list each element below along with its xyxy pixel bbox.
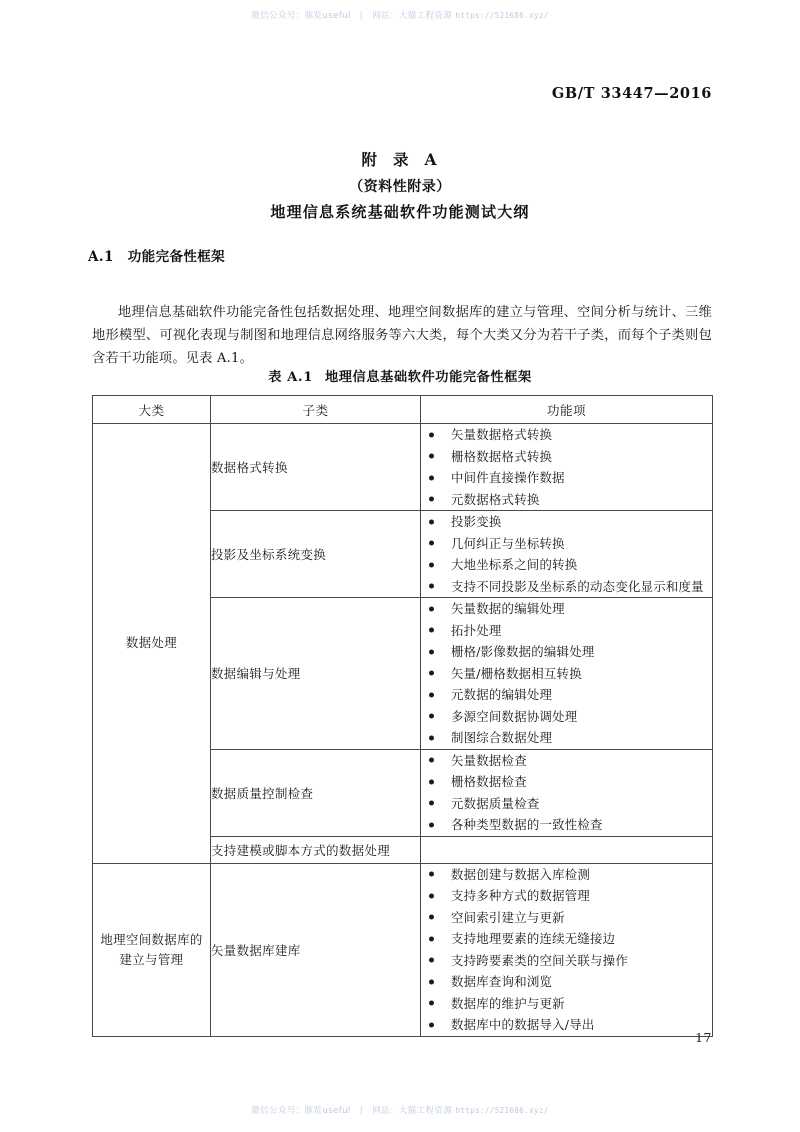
page-number: 17: [695, 1030, 712, 1045]
table-header-row: [93, 396, 713, 424]
bullet-icon: [429, 1001, 434, 1006]
bullet-icon: [429, 454, 434, 459]
annex-label-character-1: 附: [361, 150, 379, 169]
watermark-url: https://521686.xyz/: [455, 1106, 549, 1115]
list-item: [421, 1014, 712, 1036]
list-item: [421, 706, 712, 728]
bullet-icon: [429, 475, 434, 480]
function-item-list: [421, 864, 712, 1036]
table-caption-label: 表 A.1: [268, 370, 313, 385]
function-items-cell: [421, 511, 713, 598]
function-item-label: 矢量数据格式转换: [451, 427, 553, 442]
watermark-account: 微信公众号：豚览useful: [251, 11, 351, 21]
list-item: [421, 684, 712, 706]
bullet-icon: [429, 649, 434, 654]
function-item-label: 矢量数据检查: [451, 752, 527, 768]
function-item-label: 数据库中的数据导入/导出: [451, 1017, 595, 1032]
bullet-icon: [429, 872, 434, 877]
annex-type: （资料性附录）: [349, 179, 451, 195]
table-body: [93, 424, 713, 1037]
function-item-label: 矢量/栅格数据相互转换: [451, 665, 582, 681]
list-item: [421, 663, 712, 685]
bullet-icon: [429, 893, 434, 898]
bullet-icon: [429, 801, 434, 806]
table-caption: [0, 366, 800, 385]
major-category-line-1: 地理空间数据库的: [100, 931, 203, 947]
framework-table-container: [92, 395, 712, 1037]
bullet-icon: [429, 432, 434, 437]
list-item: [421, 641, 712, 663]
bullet-icon: [429, 628, 434, 633]
list-item: [421, 771, 712, 793]
watermark-url: https://521686.xyz/: [455, 11, 549, 20]
function-item-label: 支持地理要素的连续无缝接边: [451, 931, 616, 946]
function-item-label: 中间件直接操作数据: [451, 470, 565, 485]
bullet-icon: [429, 692, 434, 697]
list-item: [421, 950, 712, 972]
column-header-items: 功能项: [421, 396, 713, 424]
table-row: [93, 424, 713, 511]
bullet-icon: [429, 541, 434, 546]
function-item-label: 各种类型数据的一致性检查: [451, 817, 603, 832]
annex-title: [0, 148, 800, 170]
watermark-top: [0, 9, 800, 21]
sub-category-cell: 数据格式转换: [211, 424, 421, 511]
function-item-label: 投影变换: [451, 514, 502, 529]
function-item-list: [421, 598, 712, 749]
sub-category-cell: 数据质量控制检查: [211, 749, 421, 836]
annex-letter: A: [424, 150, 439, 169]
function-items-cell: [421, 598, 713, 750]
bullet-icon: [429, 1022, 434, 1027]
framework-table: [92, 395, 713, 1037]
function-item-label: 元数据格式转换: [451, 491, 540, 507]
function-item-label: 元数据的编辑处理: [451, 687, 553, 702]
function-item-label: 空间索引建立与更新: [451, 909, 565, 925]
function-item-list: [421, 511, 712, 597]
list-item: [421, 554, 712, 576]
function-items-cell: [421, 863, 713, 1036]
list-item: [421, 489, 712, 511]
function-item-label: 支持多种方式的数据管理: [451, 888, 591, 903]
list-item: [421, 598, 712, 620]
section-title: 功能完备性框架: [127, 249, 226, 265]
list-item: [421, 620, 712, 642]
bullet-icon: [429, 936, 434, 941]
list-item: [421, 467, 712, 489]
function-item-label: 元数据质量检查: [451, 795, 540, 811]
bullet-icon: [429, 822, 434, 827]
bullet-icon: [429, 671, 434, 676]
function-items-cell: [421, 424, 713, 511]
watermark-account: 微信公众号：豚览useful: [251, 1106, 351, 1116]
sub-category-cell: 投影及坐标系统变换: [211, 511, 421, 598]
standard-number-header: GB/T 33447—2016: [551, 85, 712, 102]
function-item-label: 栅格数据检查: [451, 774, 527, 789]
bullet-icon: [429, 958, 434, 963]
bullet-icon: [429, 519, 434, 524]
function-item-label: 几何纠正与坐标转换: [451, 535, 565, 551]
annex-name: 地理信息系统基础软件功能测试大纲: [270, 203, 530, 221]
sub-category-cell: 支持建模或脚本方式的数据处理: [211, 836, 421, 863]
watermark-separator: |: [359, 1106, 364, 1116]
bullet-icon: [429, 735, 434, 740]
watermark-separator: |: [359, 11, 364, 21]
list-item: [421, 576, 712, 598]
bullet-icon: [429, 606, 434, 611]
function-item-label: 矢量数据的编辑处理: [451, 601, 565, 616]
column-header-major: 大类: [93, 396, 211, 424]
list-item: [421, 727, 712, 749]
list-item: [421, 793, 712, 815]
watermark-site: 网站：大猫工程资源: [372, 1106, 453, 1116]
list-item: [421, 993, 712, 1015]
list-item: [421, 971, 712, 993]
watermark-site: 网站：大猫工程资源: [372, 11, 453, 21]
bullet-icon: [429, 779, 434, 784]
bullet-icon: [429, 758, 434, 763]
function-item-list: [421, 424, 712, 510]
list-item: [421, 424, 712, 446]
function-item-label: 拓扑处理: [451, 622, 502, 638]
function-item-label: 支持不同投影及坐标系的动态变化显示和度量: [451, 578, 704, 594]
bullet-icon: [429, 979, 434, 984]
list-item: [421, 814, 712, 836]
list-item: [421, 446, 712, 468]
list-item: [421, 907, 712, 929]
function-item-label: 栅格/影像数据的编辑处理: [451, 644, 595, 659]
bullet-icon: [429, 915, 434, 920]
bullet-icon: [429, 714, 434, 719]
sub-category-cell: 矢量数据库建库: [211, 863, 421, 1036]
list-item: [421, 928, 712, 950]
function-item-label: 数据库查询和浏览: [451, 974, 553, 989]
list-item: [421, 750, 712, 772]
function-item-label: 支持跨要素类的空间关联与操作: [451, 952, 628, 968]
function-items-cell-empty: [421, 836, 713, 863]
function-item-label: 数据库的维护与更新: [451, 995, 565, 1011]
major-category-line-2: 建立与管理: [119, 951, 184, 967]
function-item-list: [421, 750, 712, 836]
function-item-label: 多源空间数据协调处理: [451, 708, 578, 724]
sub-category-cell: 数据编辑与处理: [211, 598, 421, 750]
table-row: [93, 863, 713, 1036]
section-paragraph: 地理信息基础软件功能完备性包括数据处理、地理空间数据库的建立与管理、空间分析与统计、三维地形模型、可视化表现与制图和地理信息网络服务等六大类，每个大类又分为若干子类，而每个子类则包含若干功能项。见表 A.1。: [92, 305, 712, 367]
list-item: [421, 885, 712, 907]
list-item: [421, 533, 712, 555]
list-item: [421, 511, 712, 533]
section-number: A.1: [88, 249, 114, 265]
list-item: [421, 864, 712, 886]
section-heading: [88, 245, 225, 265]
table-header: [93, 396, 713, 424]
function-item-label: 大地坐标系之间的转换: [451, 557, 578, 572]
function-item-label: 制图综合数据处理: [451, 730, 553, 745]
bullet-icon: [429, 584, 434, 589]
major-category-cell: 数据处理: [93, 424, 211, 864]
annex-label-character-2: 录: [392, 150, 411, 169]
bullet-icon: [429, 497, 434, 502]
table-caption-title: 地理信息基础软件功能完备性框架: [324, 370, 532, 385]
function-item-label: 栅格数据格式转换: [451, 448, 553, 464]
column-header-sub: 子类: [211, 396, 421, 424]
watermark-bottom: [0, 1104, 800, 1116]
function-item-label: 数据创建与数据入库检测: [451, 866, 591, 882]
function-items-cell: [421, 749, 713, 836]
major-category-cell: [93, 863, 211, 1036]
bullet-icon: [429, 562, 434, 567]
